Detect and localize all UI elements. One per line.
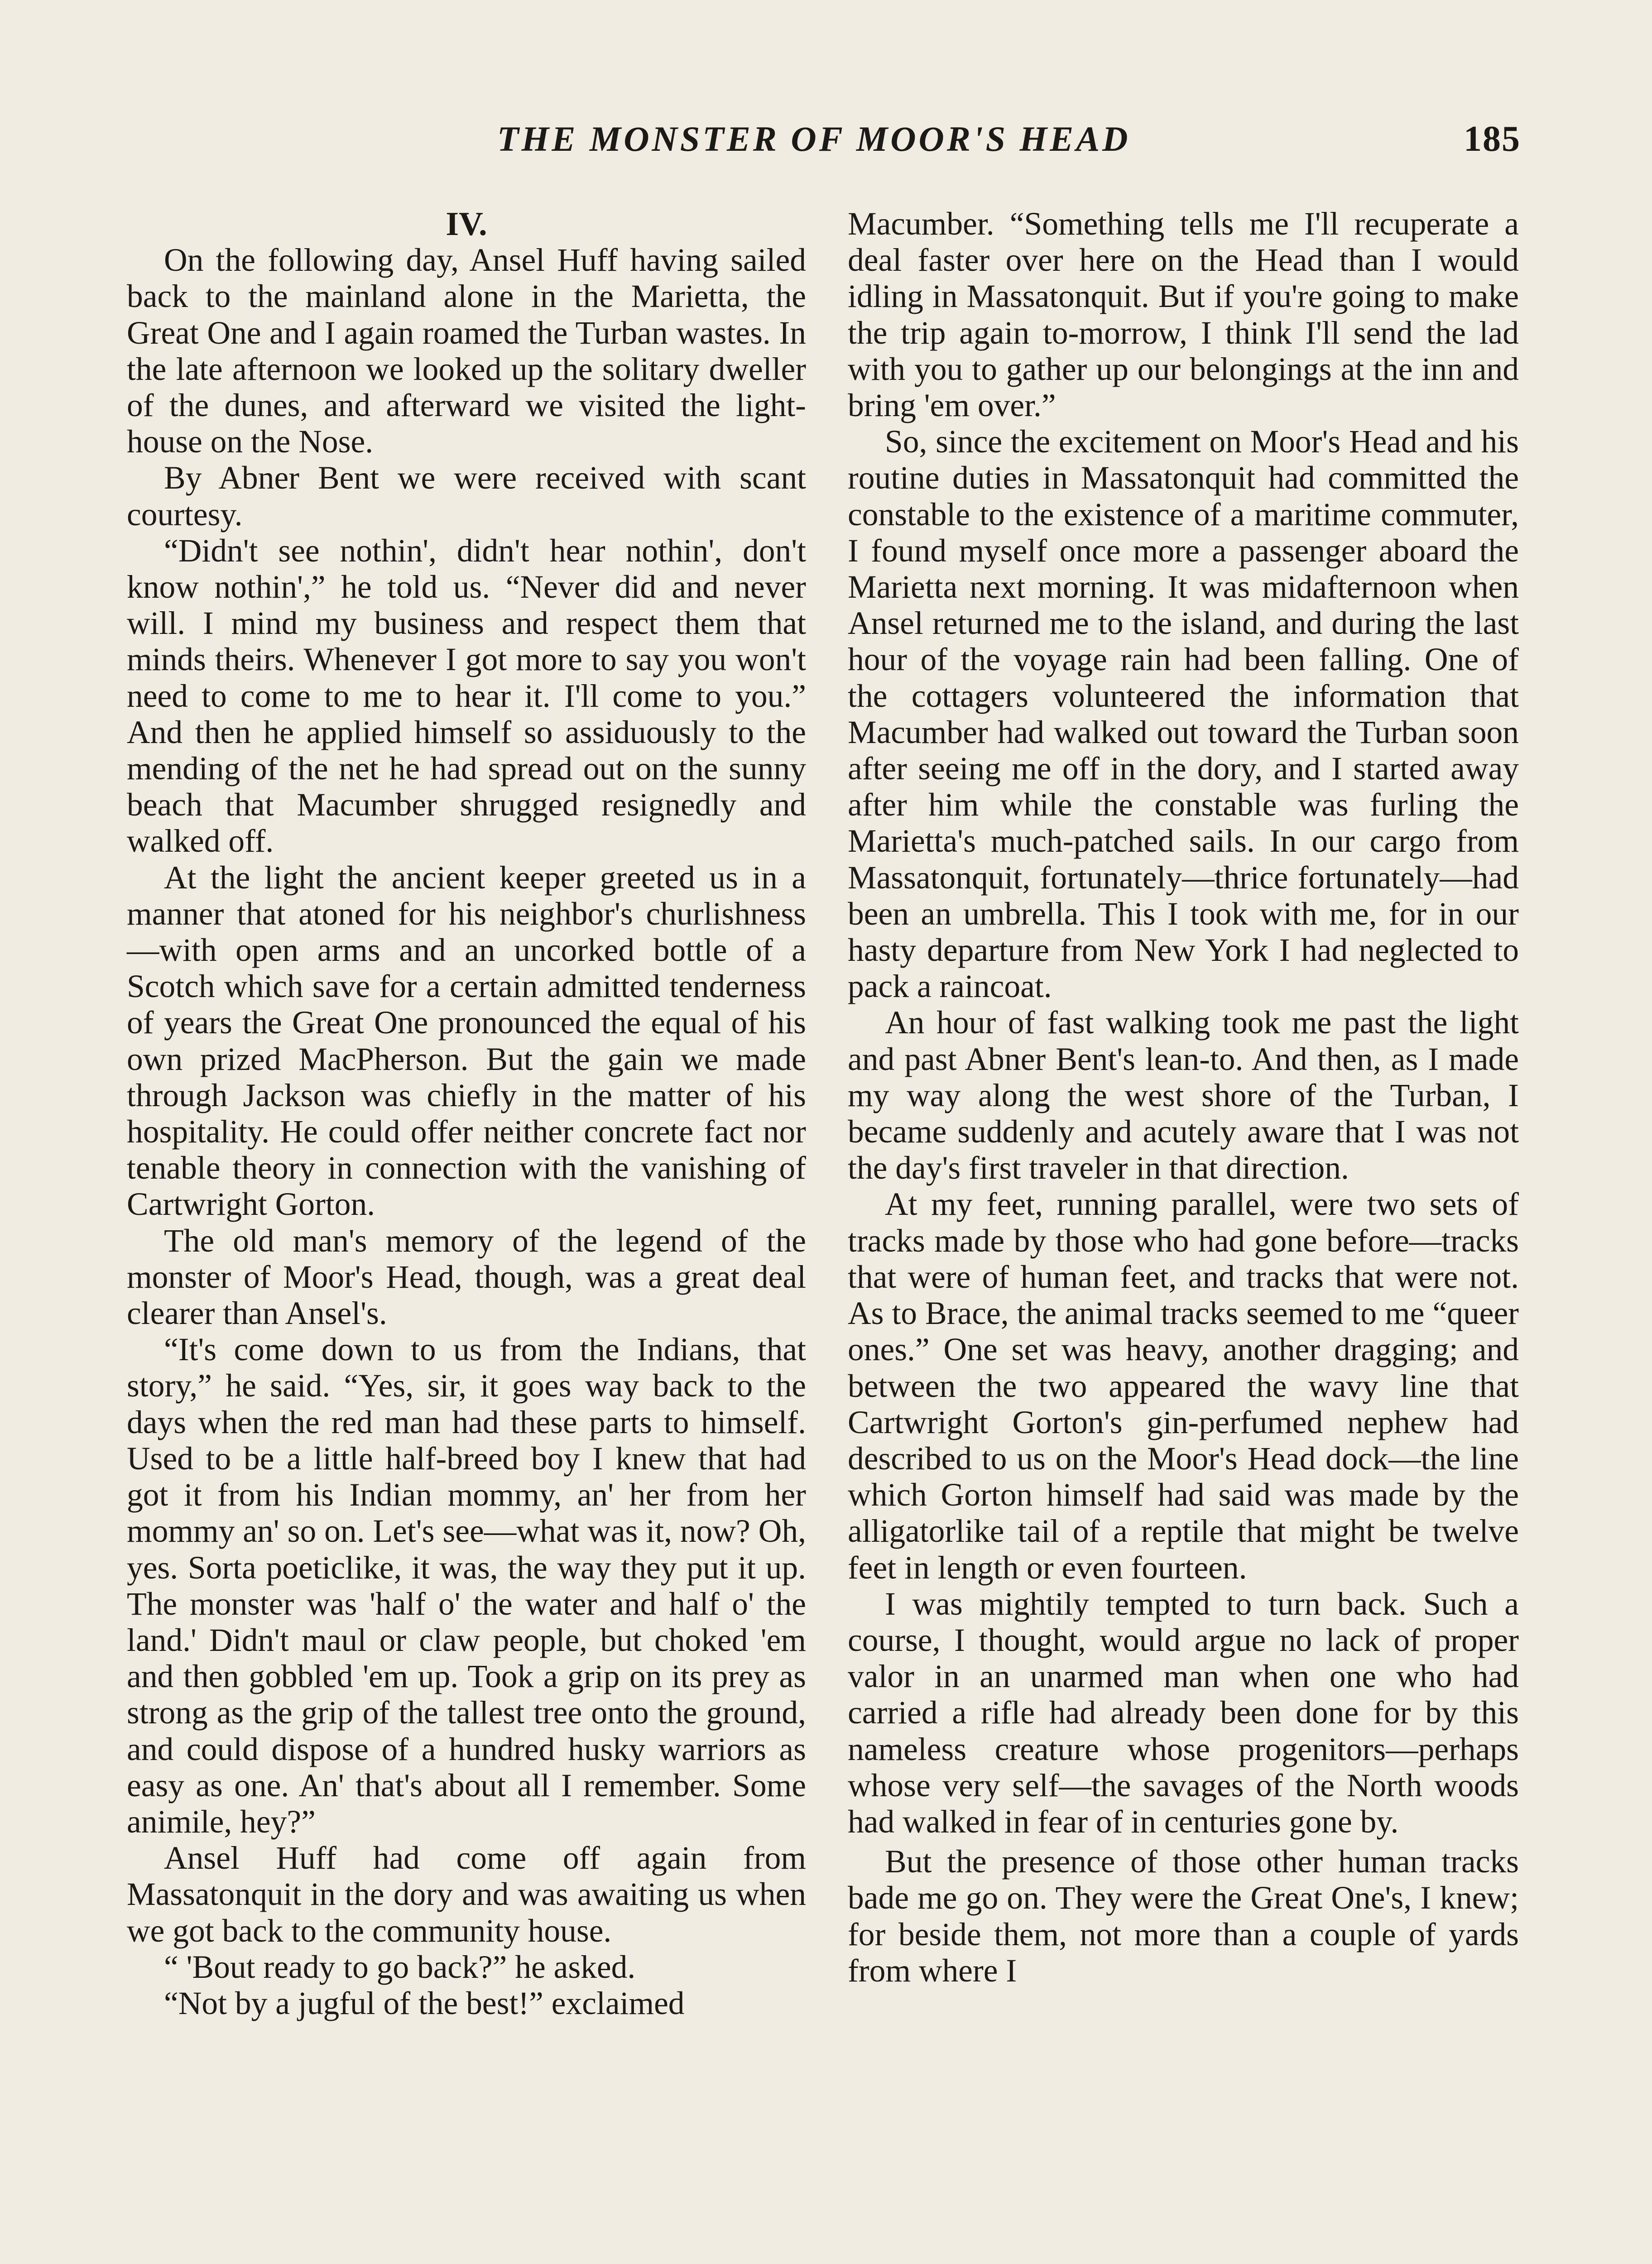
paragraph: Macumber. “Something tells me I'll recuperate a deal faster over here on the Head than I would idling in Massatonquit. But if you're going to make the trip again to-morrow, I think I'll send the lad with you to gather up our belongings at the inn and bring 'em over.” (848, 206, 1519, 424)
paragraph: Ansel Huff had come off again from Massatonquit in the dory and was awaiting us when we got back to the community house. (127, 1840, 806, 1949)
page-header (0, 119, 1652, 177)
paragraph: “It's come down to us from the Indians, that story,” he said. “Yes, sir, it goes way back to the days when the red man had these parts to himself. Used to be a little half-breed boy I knew that had got it from his Indian mommy, an' her from her mommy an' so on. Let's see—what was it, now? Oh, yes. Sorta poeticlike, it was, the way they put it up. The monster was 'half o' the water and half o' the land.' Didn't maul or claw people, but choked 'em and then gobbled 'em up. Took a grip on its prey as strong as the grip of the tallest tree onto the ground, and could dispose of a hundred husky warriors as easy as one. An' that's about all I remember. Some animile, hey?” (127, 1332, 806, 1840)
paragraph: On the following day, Ansel Huff having sailed back to the mainland alone in the Marietta, the Great One and I again roamed the Turban wastes. In the late afternoon we looked up the solitary dweller of the dunes, and afterward we visited the light-house on the Nose. (127, 242, 806, 460)
paragraph: “ 'Bout ready to go back?” he asked. (164, 1949, 636, 1985)
paragraph: “Not by a jugful of the best!” exclaimed (164, 1985, 685, 2021)
left-column (127, 206, 806, 2022)
paragraph: At my feet, running parallel, were two sets of tracks made by those who had gone before—tracks that were of human feet, and tracks that were not. As to Brace, the animal tracks seemed to me “queer ones.” One set was heavy, another dragging; and between the two appeared the wavy line that Cartwright Gorton's gin-perfumed nephew had described to us on the Moor's Head dock—the line which Gorton himself had said was made by the alligatorlike tail of a reptile that might be twelve feet in length or even fourteen. (848, 1186, 1519, 1586)
paragraph: “Didn't see nothin', didn't hear nothin', don't know nothin',” he told us. “Never did and never will. I mind my business and respect them that minds theirs. Whenever I got more to say you won't need to come to me to hear it. I'll come to you.” And then he applied himself so assiduously to the mending of the net he had spread out on the sunny beach that Macumber shrugged resignedly and walked off. (127, 532, 806, 859)
paragraph: I was mightily tempted to turn back. Such a course, I thought, would argue no lack of proper valor in an unarmed man when one who had carried a rifle had already been done for by this nameless creature whose progenitors—perhaps whose very self—the savages of the North woods had walked in fear of in centuries gone by. (848, 1586, 1519, 1840)
right-column (848, 206, 1519, 1989)
paragraph: But the presence of those other human tracks bade me go on. They were the Great One's, I knew; for beside them, not more than a couple of yards from where I (848, 1844, 1519, 1989)
paragraph: An hour of fast walking took me past the light and past Abner Bent's lean-to. And then, as I made my way along the west shore of the Turban, I became suddenly and acutely aware that I was not the day's first traveler in that direction. (848, 1005, 1519, 1186)
paragraph: At the light the ancient keeper greeted us in a manner that atoned for his neighbor's churlishness—with open arms and an uncorked bottle of a Scotch which save for a certain admitted tenderness of years the Great One pronounced the equal of his own prized MacPherson. But the gain we made through Jackson was chiefly in the matter of his hospitality. He could offer neither concrete fact nor tenable theory in connection with the vanishing of Cartwright Gorton. (127, 859, 806, 1223)
running-title: THE MONSTER OF MOOR'S HEAD (497, 119, 1131, 158)
page-number: 185 (1464, 119, 1521, 159)
paragraph: The old man's memory of the legend of the monster of Moor's Head, though, was a great deal clearer than Ansel's. (127, 1223, 806, 1332)
paragraph: So, since the excitement on Moor's Head and his routine duties in Massatonquit had committed the constable to the existence of a maritime commuter, I found myself once more a passenger aboard the Marietta next morning. It was midafternoon when Ansel returned me to the island, and during the last hour of the voyage rain had been falling. One of the cottagers volunteered the information that Macumber had walked out toward the Turban soon after seeing me off in the dory, and I started away after him while the constable was furling the Marietta's much-patched sails. In our cargo from Massatonquit, fortunately—thrice fortunately—had been an umbrella. This I took with me, for in our hasty departure from New York I had neglected to pack a raincoat. (848, 424, 1519, 1005)
paragraph: By Abner Bent we were received with scant courtesy. (127, 460, 806, 532)
section-heading: IV. (446, 206, 487, 243)
